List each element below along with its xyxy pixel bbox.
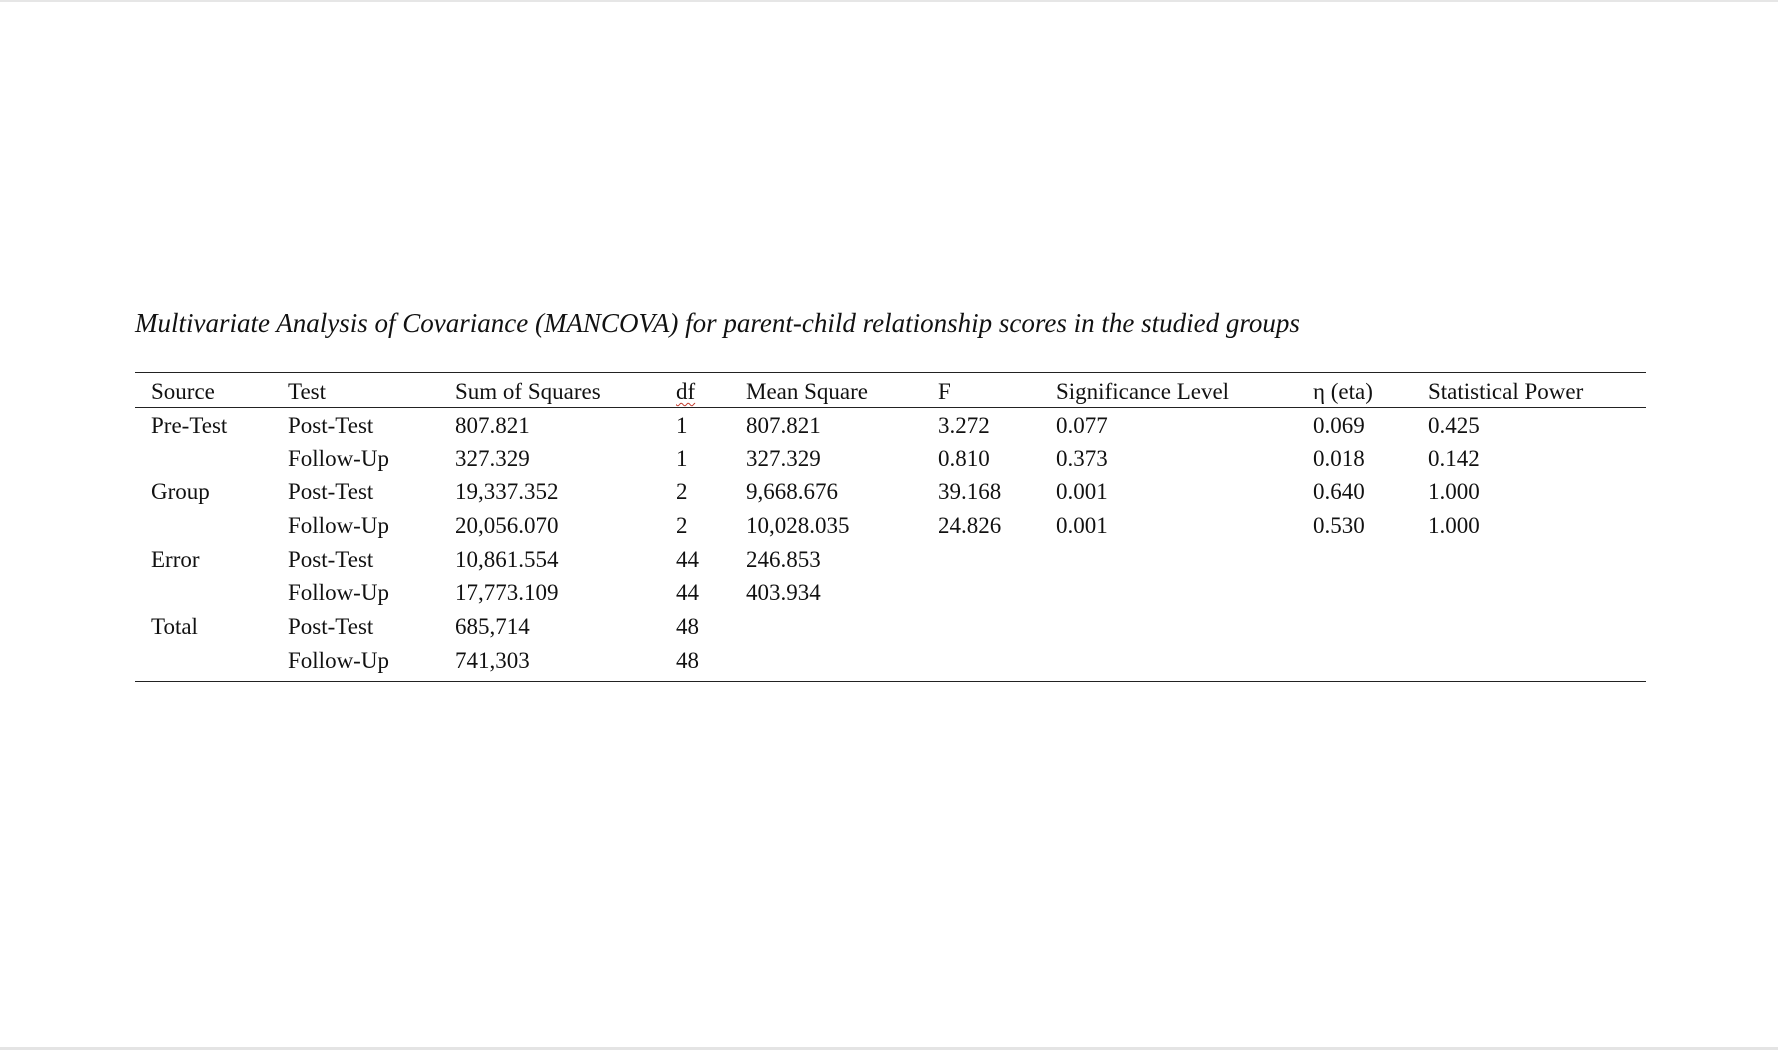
cell-mean-square: 403.934 bbox=[746, 580, 821, 605]
cell-test: Post-Test bbox=[288, 479, 374, 504]
cell-mean-square: 9,668.676 bbox=[746, 479, 838, 504]
cell-mean-square: 327.329 bbox=[746, 446, 821, 471]
header-source: Source bbox=[151, 379, 215, 404]
cell-df: 2 bbox=[676, 479, 688, 504]
cell-statistical-power: 0.142 bbox=[1428, 446, 1480, 471]
cell-significance: 0.373 bbox=[1056, 446, 1108, 471]
cell-sum-of-squares: 17,773.109 bbox=[455, 580, 559, 605]
cell-test: Follow-Up bbox=[288, 580, 389, 605]
cell-test: Follow-Up bbox=[288, 648, 389, 673]
cell-f: 3.272 bbox=[938, 413, 990, 438]
cell-mean-square: 10,028.035 bbox=[746, 513, 850, 538]
cell-significance: 0.001 bbox=[1056, 479, 1108, 504]
cell-test: Follow-Up bbox=[288, 446, 389, 471]
header-statistical-power: Statistical Power bbox=[1428, 379, 1584, 404]
header-significance: Significance Level bbox=[1056, 379, 1230, 404]
cell-sum-of-squares: 19,337.352 bbox=[455, 479, 559, 504]
cell-test: Follow-Up bbox=[288, 513, 389, 538]
cell-sum-of-squares: 10,861.554 bbox=[455, 547, 559, 572]
table-row bbox=[135, 412, 1646, 442]
cell-significance: 0.077 bbox=[1056, 413, 1108, 438]
page-top-edge bbox=[0, 0, 1778, 2]
cell-df: 44 bbox=[676, 580, 699, 605]
cell-test: Post-Test bbox=[288, 614, 374, 639]
table-caption: Multivariate Analysis of Covariance (MANCOVA) for parent-child relationship scores in the studied groups bbox=[135, 308, 1300, 338]
cell-test: Post-Test bbox=[288, 413, 374, 438]
cell-df: 44 bbox=[676, 547, 699, 572]
cell-df: 48 bbox=[676, 614, 699, 639]
table-row bbox=[135, 647, 1646, 677]
cell-sum-of-squares: 327.329 bbox=[455, 446, 530, 471]
cell-statistical-power: 0.425 bbox=[1428, 413, 1480, 438]
cell-eta: 0.640 bbox=[1313, 479, 1365, 504]
header-test: Test bbox=[288, 379, 326, 404]
table-row bbox=[135, 512, 1646, 542]
mancova-table bbox=[135, 372, 1646, 682]
cell-f: 24.826 bbox=[938, 513, 1002, 538]
cell-df: 48 bbox=[676, 648, 699, 673]
table-row bbox=[135, 445, 1646, 475]
header-f: F bbox=[938, 379, 951, 404]
cell-mean-square: 807.821 bbox=[746, 413, 821, 438]
cell-df: 1 bbox=[676, 413, 688, 438]
table-row bbox=[135, 613, 1646, 643]
cell-df: 2 bbox=[676, 513, 688, 538]
cell-eta: 0.018 bbox=[1313, 446, 1365, 471]
cell-f: 0.810 bbox=[938, 446, 990, 471]
cell-mean-square: 246.853 bbox=[746, 547, 821, 572]
cell-statistical-power: 1.000 bbox=[1428, 479, 1480, 504]
cell-sum-of-squares: 20,056.070 bbox=[455, 513, 559, 538]
cell-eta: 0.530 bbox=[1313, 513, 1365, 538]
table-row bbox=[135, 546, 1646, 576]
cell-source: Total bbox=[151, 614, 198, 639]
cell-eta: 0.069 bbox=[1313, 413, 1365, 438]
cell-test: Post-Test bbox=[288, 547, 374, 572]
table-header-row bbox=[135, 373, 1646, 408]
cell-df: 1 bbox=[676, 446, 688, 471]
cell-source: Error bbox=[151, 547, 200, 572]
cell-sum-of-squares: 741,303 bbox=[455, 648, 530, 673]
header-df: df bbox=[676, 379, 696, 404]
cell-sum-of-squares: 685,714 bbox=[455, 614, 530, 639]
header-eta: η (eta) bbox=[1313, 379, 1373, 404]
cell-sum-of-squares: 807.821 bbox=[455, 413, 530, 438]
cell-source: Group bbox=[151, 479, 210, 504]
header-sum-of-squares: Sum of Squares bbox=[455, 379, 601, 404]
cell-statistical-power: 1.000 bbox=[1428, 513, 1480, 538]
table-row bbox=[135, 478, 1646, 508]
cell-f: 39.168 bbox=[938, 479, 1002, 504]
table-row bbox=[135, 579, 1646, 609]
header-mean-square: Mean Square bbox=[746, 379, 868, 404]
cell-source: Pre-Test bbox=[151, 413, 228, 438]
cell-significance: 0.001 bbox=[1056, 513, 1108, 538]
